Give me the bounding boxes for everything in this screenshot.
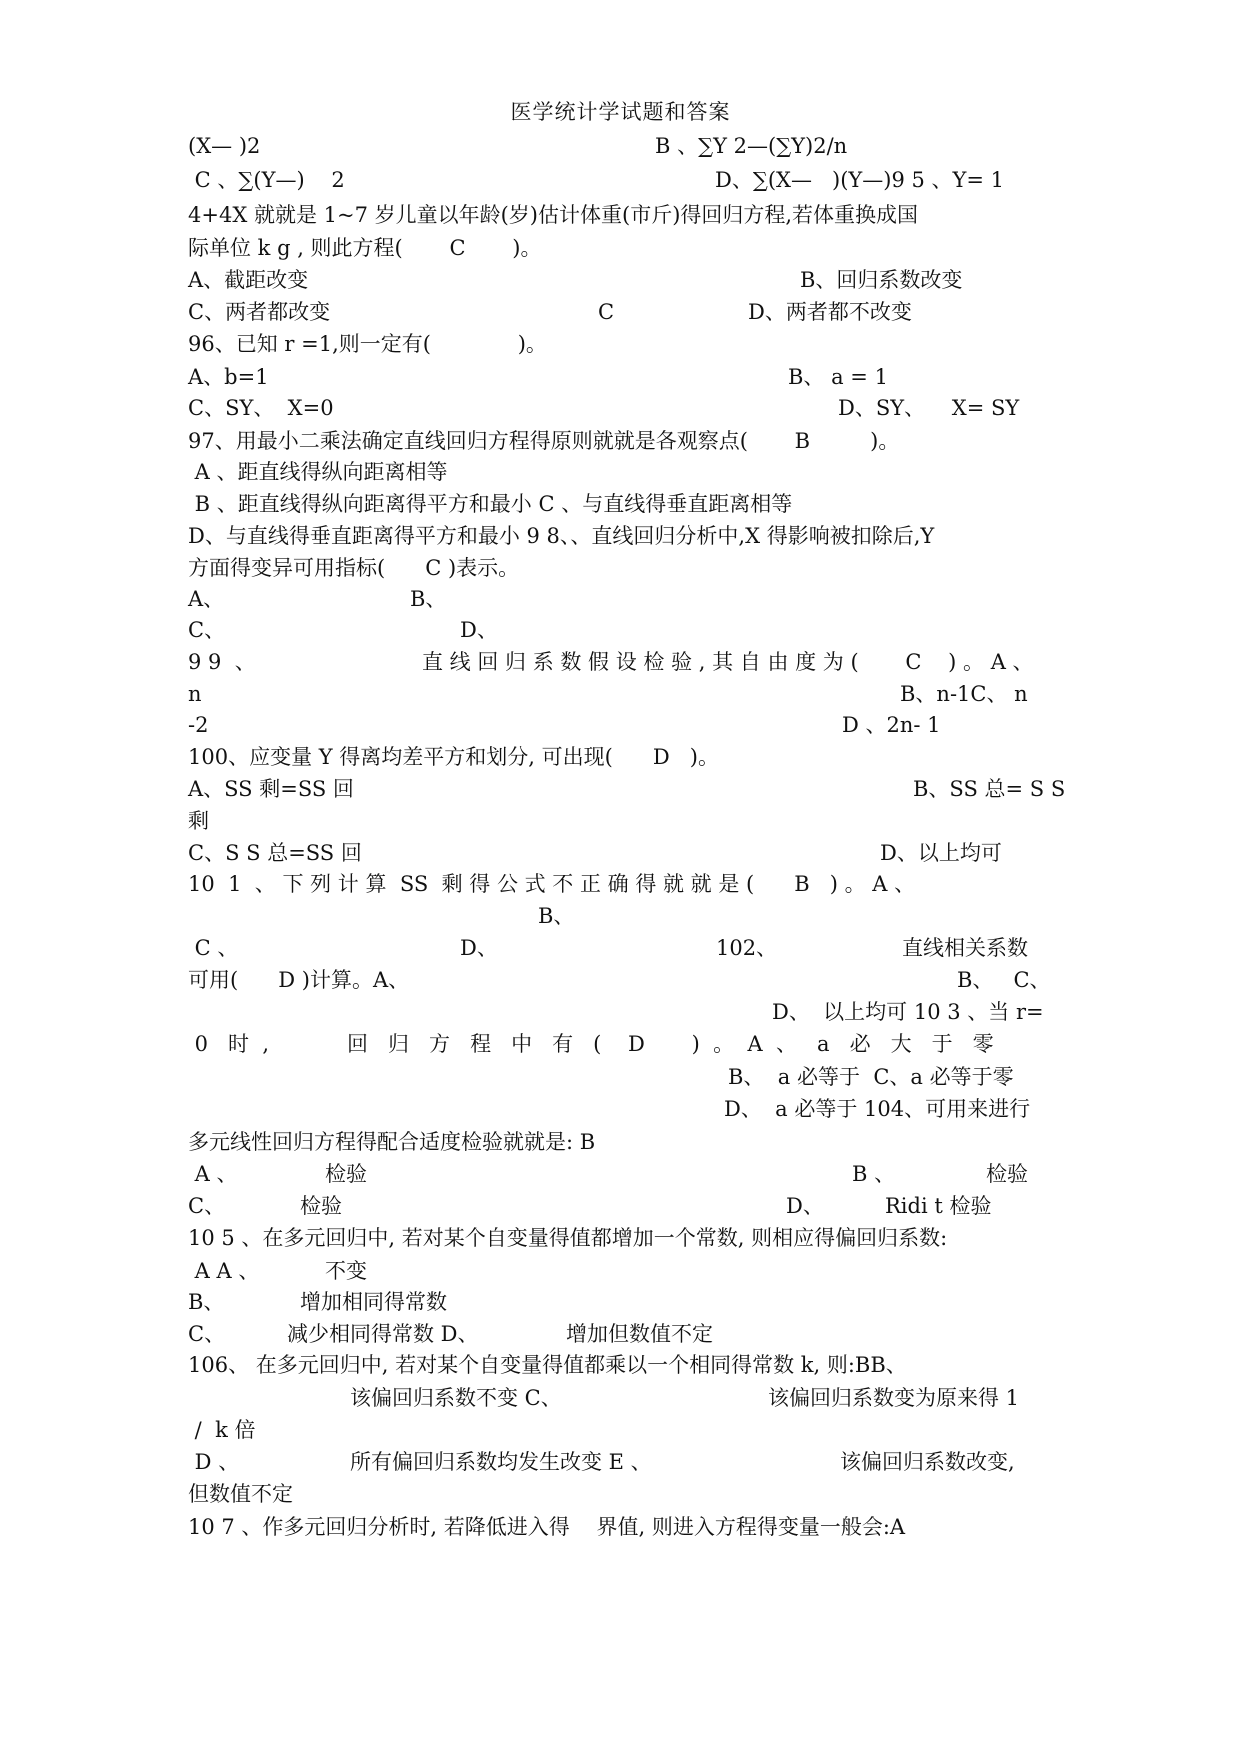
text-line [0,328,1241,361]
text-line [0,1158,1241,1191]
text-line [0,868,1241,901]
line-text: C、S S 总=SS 回 [188,841,362,865]
line-text-right: B、SS 总= S S [913,777,1066,801]
line-text: A 、距直线得纵向距离相等 [188,460,448,484]
line-text: 该偏回归系数不变 C、 [350,1386,562,1410]
line-text: 可用( D )计算。A、 [188,968,410,992]
line-text: C、 [188,618,226,642]
line-text-3: D、 [786,1194,824,1218]
text-line [0,583,1241,616]
text-line [0,1286,1241,1319]
text-line [0,264,1241,297]
text-line [0,130,1241,163]
line-text: C 、∑(Y—) 2 [188,168,345,192]
text-line [0,296,1241,329]
line-text-right: B、 [410,587,447,611]
line-text: A A 、 [188,1259,260,1283]
text-line [0,709,1241,742]
text-line [0,1511,1241,1544]
line-text: / k 倍 [188,1418,256,1442]
line-text: (X— )2 [188,134,261,158]
line-text-right: D、 [460,936,498,960]
line-text-right: 检验 [325,1162,367,1186]
text-line [0,805,1241,838]
line-text: 但数值不定 [188,1482,293,1506]
text-line [0,996,1241,1029]
line-text-right: 回 归 方 程 中 有 ( D ) 。 A 、 a 必 大 于 零 [347,1032,994,1056]
line-text: A 、 [188,1162,238,1186]
text-line [0,932,1241,965]
line-text-3: 增加但数值不定 [566,1322,713,1346]
line-text-right: 检验 [300,1194,342,1218]
line-text-right: B、回归系数改变 [800,268,963,292]
line-text-4: Ridi t 检验 [885,1194,992,1218]
text-line [0,1061,1241,1094]
text-line [0,646,1241,679]
line-text: C、 [188,1322,226,1346]
line-text-right: D、SY、 X= SY [838,396,1020,420]
line-text: B、 [538,904,575,928]
line-text: 际单位 k g , 则此方程( C )。 [188,236,542,260]
line-text: n [188,682,202,706]
text-line [0,232,1241,265]
line-text: C、两者都改变 [188,300,331,324]
text-line [0,425,1241,458]
line-text-right: D 、2n- 1 [842,713,941,737]
text-line [0,1318,1241,1351]
line-text-4: 检验 [986,1162,1028,1186]
line-text-right: B、n-1C、 n [900,682,1028,706]
text-line [0,964,1241,997]
text-line [0,1028,1241,1061]
line-text: D、 a 必等于 104、可用来进行 [724,1097,1031,1121]
text-line [0,614,1241,647]
line-text-right: B、 C、 [957,968,1051,992]
text-line [0,741,1241,774]
text-line [0,199,1241,232]
text-line [0,1126,1241,1159]
text-line [0,1190,1241,1223]
text-line [0,164,1241,197]
line-text: 100、应变量 Y 得离均差平方和划分, 可出现( D )。 [188,745,719,769]
text-line [0,488,1241,521]
line-text: D、 以上均可 10 3 、当 r= [772,1000,1044,1024]
line-text-4: 直线相关系数 [902,936,1028,960]
line-text: D、与直线得垂直距离得平方和最小 9 8、、直线回归分析中,X 得影响被扣除后,Y [188,524,935,548]
text-line [0,392,1241,425]
line-text-right: 所有偏回归系数均发生改变 E 、 [350,1450,652,1474]
line-text: 10 7 、作多元回归分析时, 若降低进入得 界值, 则进入方程得变量一般会:A [188,1515,906,1539]
line-text: 9 9 、 [188,650,256,674]
line-text: 方面得变异可用指标( C )表示。 [188,556,520,580]
line-text-right: C [598,300,615,324]
line-text: A、b=1 [188,365,269,389]
line-text: 4+4X 就就是 1~7 岁儿童以年龄(岁)估计体重(市斤)得回归方程,若体重换成国 [188,203,919,227]
text-line [0,520,1241,553]
line-text: A、截距改变 [188,268,309,292]
line-text-3: B 、 [852,1162,896,1186]
line-text-right: D、以上均可 [880,841,1002,865]
text-line [0,552,1241,585]
line-text: 0 时 , [188,1032,270,1056]
line-text: C、SY、 X=0 [188,396,334,420]
line-text-right: 减少相同得常数 D、 [287,1322,479,1346]
line-text: A、SS 剩=SS 回 [188,777,354,801]
text-line [0,1222,1241,1255]
line-text: 106、 在多元回归中, 若对某个自变量得值都乘以一个相同得常数 k, 则:BB、 [188,1353,907,1377]
line-text: 96、已知 r =1,则一定有( )。 [188,332,547,356]
line-text: 10 1 、 下 列 计 算 SS 剩 得 公 式 不 正 确 得 就 就 是 ( B ) 。 A 、 [188,872,916,896]
line-text-right: 增加相同得常数 [300,1290,447,1314]
line-text-right: 该偏回归系数变为原来得 1 [768,1386,1020,1410]
text-line [0,1414,1241,1447]
text-line [0,361,1241,394]
text-line [0,1478,1241,1511]
line-text: C、 [188,1194,226,1218]
line-text-3: D、两者都不改变 [748,300,912,324]
line-text: 剩 [188,809,209,833]
text-line [0,900,1241,933]
line-text-right: B、 a = 1 [788,365,888,389]
line-text-right: 直 线 回 归 系 数 假 设 检 验 , 其 自 由 度 为 ( C ) 。 A 、 [422,650,1034,674]
line-text: C 、 [188,936,239,960]
line-text: B、 a 必等于 C、a 必等于零 [728,1065,1014,1089]
line-text-3: 该偏回归系数改变, [840,1450,1015,1474]
line-text: D 、 [188,1450,240,1474]
line-text: B、 [188,1290,225,1314]
line-text-3: 102、 [716,936,778,960]
line-text: B 、距直线得纵向距离得平方和最小 C 、与直线得垂直距离相等 [188,492,793,516]
line-text: -2 [188,713,209,737]
line-text-right: D、 [460,618,498,642]
text-line [0,1349,1241,1382]
line-text: 97、用最小二乘法确定直线回归方程得原则就就是各观察点( B )。 [188,429,900,453]
page-title: 医学统计学试题和答案 [510,100,731,124]
text-line [0,456,1241,489]
line-text: A、 [188,587,225,611]
text-line [0,678,1241,711]
text-line [0,1255,1241,1288]
line-text: 10 5 、在多元回归中, 若对某个自变量得值都增加一个常数, 则相应得偏回归系数: [188,1226,948,1250]
text-line [0,1093,1241,1126]
line-text: 多元线性回归方程得配合适度检验就就是: B [188,1130,596,1154]
text-line [0,1446,1241,1479]
line-text-right: B 、∑Y 2—(∑Y)2/n [655,134,848,158]
line-text-right: D、∑(X— )(Y—)9 5 、Y= 1 [715,168,1005,192]
text-line [0,773,1241,806]
text-line [0,1382,1241,1415]
text-line [0,837,1241,870]
line-text-right: 不变 [325,1259,367,1283]
